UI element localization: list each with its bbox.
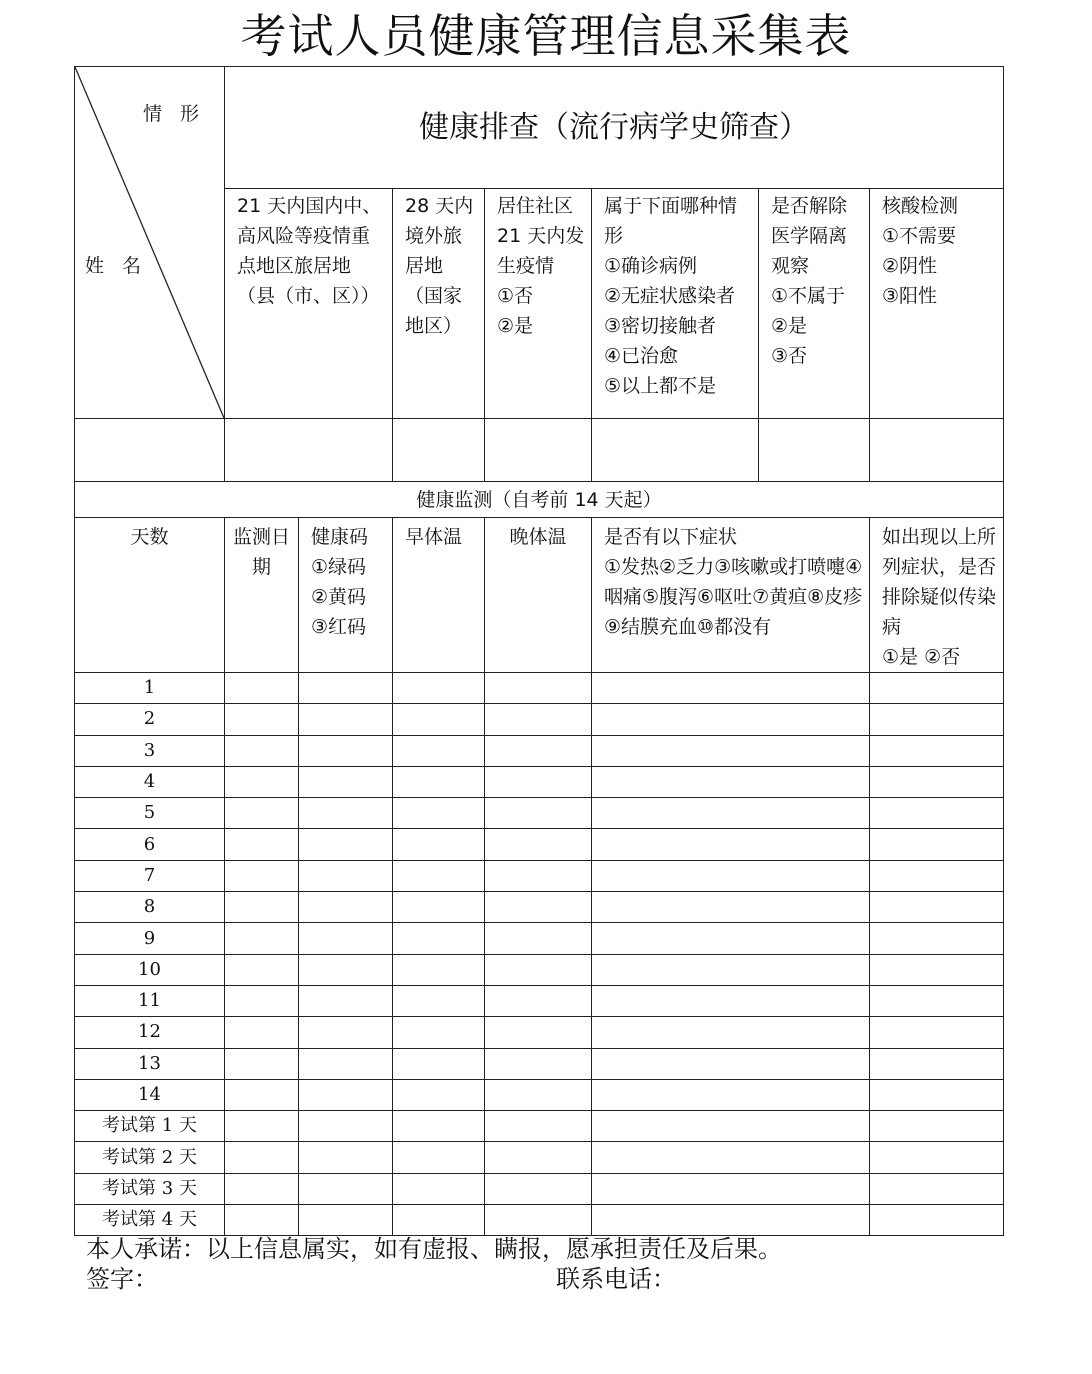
row-evening-temp-cell[interactable]	[485, 1048, 592, 1079]
row-day-label: 8	[75, 892, 225, 923]
row-morning-temp-cell[interactable]	[393, 1173, 485, 1204]
row-exclusion-cell[interactable]	[870, 923, 1004, 954]
row-date-cell[interactable]	[225, 1142, 299, 1173]
pledge-text: 本人承诺：以上信息属实，如有虚报、瞒报，愿承担责任及后果。	[86, 1235, 782, 1263]
row-evening-temp-cell[interactable]	[485, 829, 592, 860]
answer-nucleic-test[interactable]	[870, 419, 1004, 482]
row-symptoms-cell[interactable]	[592, 923, 870, 954]
row-exclusion-cell[interactable]	[870, 1142, 1004, 1173]
screening-heading: 健康排查（流行病学史筛查）	[225, 67, 1004, 189]
row-day-label: 5	[75, 798, 225, 829]
row-day-label: 考试第 4 天	[75, 1205, 225, 1236]
row-evening-temp-cell[interactable]	[485, 673, 592, 704]
situation-label: 情 形	[143, 103, 206, 125]
row-morning-temp-cell[interactable]	[393, 766, 485, 797]
row-symptoms-cell[interactable]	[592, 673, 870, 704]
monitor-col-day: 天数	[75, 518, 225, 673]
row-morning-temp-cell[interactable]	[393, 829, 485, 860]
row-day-label: 1	[75, 673, 225, 704]
screening-col-overseas-travel: 28 天内境外旅居地（国家地区）	[393, 189, 485, 419]
row-day-label: 考试第 3 天	[75, 1173, 225, 1204]
monitor-row	[75, 1079, 1004, 1110]
answer-quarantine[interactable]	[759, 419, 870, 482]
phone-label: 联系电话：	[556, 1265, 676, 1293]
row-health-code-cell[interactable]	[299, 954, 393, 985]
row-exclusion-cell[interactable]	[870, 1048, 1004, 1079]
row-health-code-cell[interactable]	[299, 829, 393, 860]
row-evening-temp-cell[interactable]	[485, 892, 592, 923]
row-symptoms-cell[interactable]	[592, 829, 870, 860]
row-symptoms-cell[interactable]	[592, 1173, 870, 1204]
monitor-row	[75, 954, 1004, 985]
screening-col-nucleic-test: 核酸检测 ①不需要 ②阴性 ③阳性	[870, 189, 1004, 419]
monitor-row	[75, 735, 1004, 766]
row-health-code-cell[interactable]	[299, 1079, 393, 1110]
row-exclusion-cell[interactable]	[870, 1017, 1004, 1048]
row-exclusion-cell[interactable]	[870, 1111, 1004, 1142]
monitor-row	[75, 766, 1004, 797]
screening-col-community-outbreak: 居住社区 21 天内发生疫情 ①否 ②是	[485, 189, 592, 419]
row-health-code-cell[interactable]	[299, 1111, 393, 1142]
row-exclusion-cell[interactable]	[870, 735, 1004, 766]
row-symptoms-cell[interactable]	[592, 1111, 870, 1142]
row-date-cell[interactable]	[225, 1173, 299, 1204]
row-symptoms-cell[interactable]	[592, 860, 870, 891]
row-health-code-cell[interactable]	[299, 860, 393, 891]
monitor-row	[75, 1017, 1004, 1048]
monitor-row	[75, 798, 1004, 829]
monitor-row	[75, 923, 1004, 954]
monitor-row	[75, 1111, 1004, 1142]
row-day-label: 12	[75, 1017, 225, 1048]
row-date-cell[interactable]	[225, 985, 299, 1016]
monitor-row	[75, 1048, 1004, 1079]
row-day-label: 11	[75, 985, 225, 1016]
monitor-row	[75, 1205, 1004, 1236]
row-health-code-cell[interactable]	[299, 735, 393, 766]
row-date-cell[interactable]	[225, 1048, 299, 1079]
row-symptoms-cell[interactable]	[592, 1142, 870, 1173]
row-evening-temp-cell[interactable]	[485, 1017, 592, 1048]
row-exclusion-cell[interactable]	[870, 1173, 1004, 1204]
row-date-cell[interactable]	[225, 673, 299, 704]
row-day-label: 考试第 2 天	[75, 1142, 225, 1173]
row-symptoms-cell[interactable]	[592, 704, 870, 735]
monitor-row	[75, 829, 1004, 860]
screening-col-case-type: 属于下面哪种情形 ①确诊病例 ②无症状感染者 ③密切接触者 ④已治愈 ⑤以上都不是	[592, 189, 759, 419]
row-day-label: 3	[75, 735, 225, 766]
monitor-col-symptoms: 是否有以下症状 ①发热②乏力③咳嗽或打喷嚏④咽痛⑤腹泻⑥呕吐⑦黄疸⑧皮疹⑨结膜充血⑩都没有	[592, 518, 870, 673]
monitor-row	[75, 892, 1004, 923]
row-symptoms-cell[interactable]	[592, 985, 870, 1016]
row-morning-temp-cell[interactable]	[393, 985, 485, 1016]
monitor-rows	[75, 673, 1004, 1236]
monitor-col-date: 监测日期	[225, 518, 299, 673]
monitor-row	[75, 860, 1004, 891]
corner-header-cell	[75, 67, 225, 419]
row-evening-temp-cell[interactable]	[485, 1205, 592, 1236]
row-morning-temp-cell[interactable]	[393, 1111, 485, 1142]
row-symptoms-cell[interactable]	[592, 1048, 870, 1079]
row-exclusion-cell[interactable]	[870, 1205, 1004, 1236]
row-date-cell[interactable]	[225, 735, 299, 766]
health-form-table	[74, 66, 1004, 1236]
page-title: 考试人员健康管理信息采集表	[240, 9, 852, 63]
row-exclusion-cell[interactable]	[870, 673, 1004, 704]
monitor-col-evening-temp: 晚体温	[485, 518, 592, 673]
monitor-row	[75, 704, 1004, 735]
row-evening-temp-cell[interactable]	[485, 1111, 592, 1142]
row-morning-temp-cell[interactable]	[393, 1205, 485, 1236]
row-date-cell[interactable]	[225, 1111, 299, 1142]
row-morning-temp-cell[interactable]	[393, 704, 485, 735]
row-morning-temp-cell[interactable]	[393, 673, 485, 704]
signature-label: 签字：	[86, 1265, 158, 1293]
row-evening-temp-cell[interactable]	[485, 923, 592, 954]
row-symptoms-cell[interactable]	[592, 954, 870, 985]
row-health-code-cell[interactable]	[299, 704, 393, 735]
row-evening-temp-cell[interactable]	[485, 954, 592, 985]
row-morning-temp-cell[interactable]	[393, 1048, 485, 1079]
name-input-cell[interactable]	[75, 419, 225, 482]
row-morning-temp-cell[interactable]	[393, 735, 485, 766]
row-date-cell[interactable]	[225, 766, 299, 797]
row-morning-temp-cell[interactable]	[393, 1079, 485, 1110]
row-day-label: 14	[75, 1079, 225, 1110]
row-day-label: 7	[75, 860, 225, 891]
row-day-label: 2	[75, 704, 225, 735]
row-evening-temp-cell[interactable]	[485, 704, 592, 735]
row-exclusion-cell[interactable]	[870, 829, 1004, 860]
row-date-cell[interactable]	[225, 798, 299, 829]
row-evening-temp-cell[interactable]	[485, 860, 592, 891]
row-exclusion-cell[interactable]	[870, 954, 1004, 985]
row-symptoms-cell[interactable]	[592, 766, 870, 797]
row-health-code-cell[interactable]	[299, 1017, 393, 1048]
row-morning-temp-cell[interactable]	[393, 860, 485, 891]
row-morning-temp-cell[interactable]	[393, 892, 485, 923]
screening-answer-row	[75, 419, 1004, 482]
row-exclusion-cell[interactable]	[870, 766, 1004, 797]
row-health-code-cell[interactable]	[299, 985, 393, 1016]
answer-domestic-travel[interactable]	[225, 419, 393, 482]
row-exclusion-cell[interactable]	[870, 892, 1004, 923]
row-symptoms-cell[interactable]	[592, 1079, 870, 1110]
row-symptoms-cell[interactable]	[592, 1205, 870, 1236]
row-day-label: 考试第 1 天	[75, 1111, 225, 1142]
row-morning-temp-cell[interactable]	[393, 1017, 485, 1048]
answer-community-outbreak[interactable]	[485, 419, 592, 482]
row-evening-temp-cell[interactable]	[485, 735, 592, 766]
row-health-code-cell[interactable]	[299, 923, 393, 954]
row-exclusion-cell[interactable]	[870, 704, 1004, 735]
row-day-label: 10	[75, 954, 225, 985]
row-evening-temp-cell[interactable]	[485, 1142, 592, 1173]
row-date-cell[interactable]	[225, 954, 299, 985]
monitor-col-health-code: 健康码 ①绿码 ②黄码 ③红码	[299, 518, 393, 673]
row-date-cell[interactable]	[225, 1205, 299, 1236]
row-evening-temp-cell[interactable]	[485, 798, 592, 829]
row-date-cell[interactable]	[225, 829, 299, 860]
row-health-code-cell[interactable]	[299, 798, 393, 829]
row-date-cell[interactable]	[225, 1079, 299, 1110]
row-health-code-cell[interactable]	[299, 1142, 393, 1173]
row-exclusion-cell[interactable]	[870, 798, 1004, 829]
monitor-col-exclusion: 如出现以上所列症状，是否排除疑似传染病 ①是 ②否	[870, 518, 1004, 673]
monitor-row	[75, 985, 1004, 1016]
row-health-code-cell[interactable]	[299, 673, 393, 704]
row-day-label: 6	[75, 829, 225, 860]
row-day-label: 9	[75, 923, 225, 954]
row-day-label: 4	[75, 766, 225, 797]
monitor-row	[75, 673, 1004, 704]
monitor-col-morning-temp: 早体温	[393, 518, 485, 673]
row-morning-temp-cell[interactable]	[393, 798, 485, 829]
monitor-row	[75, 1173, 1004, 1204]
row-morning-temp-cell[interactable]	[393, 1142, 485, 1173]
row-symptoms-cell[interactable]	[592, 798, 870, 829]
name-label: 姓 名	[85, 255, 148, 277]
row-symptoms-cell[interactable]	[592, 892, 870, 923]
row-day-label: 13	[75, 1048, 225, 1079]
row-health-code-cell[interactable]	[299, 766, 393, 797]
row-health-code-cell[interactable]	[299, 1205, 393, 1236]
row-morning-temp-cell[interactable]	[393, 954, 485, 985]
answer-overseas-travel[interactable]	[393, 419, 485, 482]
row-date-cell[interactable]	[225, 860, 299, 891]
row-morning-temp-cell[interactable]	[393, 923, 485, 954]
row-symptoms-cell[interactable]	[592, 1017, 870, 1048]
row-evening-temp-cell[interactable]	[485, 1079, 592, 1110]
row-symptoms-cell[interactable]	[592, 735, 870, 766]
screening-col-quarantine: 是否解除医学隔离观察 ①不属于 ②是 ③否	[759, 189, 870, 419]
row-exclusion-cell[interactable]	[870, 860, 1004, 891]
row-exclusion-cell[interactable]	[870, 1079, 1004, 1110]
monitoring-heading: 健康监测（自考前 14 天起）	[75, 482, 1004, 518]
row-evening-temp-cell[interactable]	[485, 985, 592, 1016]
row-health-code-cell[interactable]	[299, 892, 393, 923]
screening-col-domestic-travel: 21 天内国内中、高风险等疫情重点地区旅居地（县（市、区））	[225, 189, 393, 419]
row-date-cell[interactable]	[225, 704, 299, 735]
row-date-cell[interactable]	[225, 923, 299, 954]
row-health-code-cell[interactable]	[299, 1048, 393, 1079]
answer-case-type[interactable]	[592, 419, 759, 482]
row-date-cell[interactable]	[225, 1017, 299, 1048]
monitor-row	[75, 1142, 1004, 1173]
row-evening-temp-cell[interactable]	[485, 766, 592, 797]
row-date-cell[interactable]	[225, 892, 299, 923]
row-exclusion-cell[interactable]	[870, 985, 1004, 1016]
row-health-code-cell[interactable]	[299, 1173, 393, 1204]
row-evening-temp-cell[interactable]	[485, 1173, 592, 1204]
